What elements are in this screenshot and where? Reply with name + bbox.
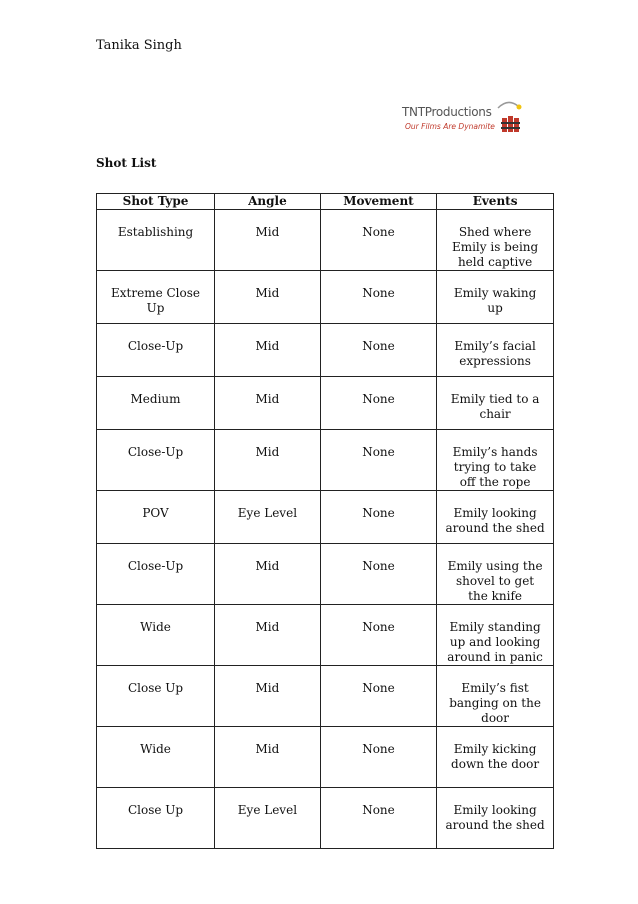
events-cell: Emily’s hands trying to take off the rope: [437, 430, 554, 491]
table-header-row: [97, 194, 554, 210]
shot-type-cell: Close-Up: [97, 544, 215, 605]
table-row: [97, 666, 554, 727]
movement-cell: None: [320, 491, 436, 544]
movement-cell: None: [320, 324, 436, 377]
angle-cell: Mid: [215, 666, 321, 727]
movement-cell: None: [320, 727, 436, 788]
shot-type-cell: Close Up: [97, 666, 215, 727]
shot-type-cell: Establishing: [97, 210, 215, 271]
events-cell: Emily waking up: [437, 271, 554, 324]
movement-cell: None: [320, 430, 436, 491]
table-row: [97, 605, 554, 666]
movement-cell: None: [320, 605, 436, 666]
shot-type-cell: Medium: [97, 377, 215, 430]
angle-cell: Mid: [215, 544, 321, 605]
table-row: [97, 377, 554, 430]
angle-cell: Mid: [215, 271, 321, 324]
column-header: Angle: [215, 194, 321, 210]
table-row: [97, 727, 554, 788]
shot-type-cell: Wide: [97, 605, 215, 666]
table-row: [97, 544, 554, 605]
column-header: Events: [437, 194, 554, 210]
table-row: [97, 210, 554, 271]
table-row: [97, 271, 554, 324]
movement-cell: None: [320, 210, 436, 271]
dynamite-icon: [492, 100, 528, 138]
angle-cell: Mid: [215, 377, 321, 430]
events-cell: Emily’s facial expressions: [437, 324, 554, 377]
shot-type-cell: Wide: [97, 727, 215, 788]
events-cell: Emily using the shovel to get the knife: [437, 544, 554, 605]
events-cell: Emily standing up and looking around in panic: [437, 605, 554, 666]
logo-brand-text: TNTProductions: [402, 105, 492, 119]
angle-cell: Mid: [215, 605, 321, 666]
movement-cell: None: [320, 788, 436, 849]
movement-cell: None: [320, 377, 436, 430]
angle-cell: Mid: [215, 727, 321, 788]
movement-cell: None: [320, 666, 436, 727]
angle-cell: Eye Level: [215, 491, 321, 544]
table-row: [97, 324, 554, 377]
events-cell: Emily looking around the shed: [437, 491, 554, 544]
column-header: Shot Type: [97, 194, 215, 210]
angle-cell: Eye Level: [215, 788, 321, 849]
movement-cell: None: [320, 271, 436, 324]
events-cell: Emily looking around the shed: [437, 788, 554, 849]
table-row: [97, 491, 554, 544]
table-row: [97, 788, 554, 849]
shot-type-cell: Close Up: [97, 788, 215, 849]
author-name: Tanika Singh: [96, 38, 182, 53]
angle-cell: Mid: [215, 210, 321, 271]
shot-type-cell: POV: [97, 491, 215, 544]
shot-type-cell: Close-Up: [97, 430, 215, 491]
shot-type-cell: Close-Up: [97, 324, 215, 377]
events-cell: Emily’s fist banging on the door: [437, 666, 554, 727]
events-cell: Shed where Emily is being held captive: [437, 210, 554, 271]
shot-list-table: [96, 193, 554, 849]
column-header: Movement: [320, 194, 436, 210]
logo-tagline: Our Films Are Dynamite: [405, 122, 495, 131]
angle-cell: Mid: [215, 324, 321, 377]
shot-type-cell: Extreme Close Up: [97, 271, 215, 324]
section-title: Shot List: [96, 156, 157, 170]
events-cell: Emily kicking down the door: [437, 727, 554, 788]
company-logo: [400, 100, 530, 140]
angle-cell: Mid: [215, 430, 321, 491]
table-row: [97, 430, 554, 491]
movement-cell: None: [320, 544, 436, 605]
events-cell: Emily tied to a chair: [437, 377, 554, 430]
